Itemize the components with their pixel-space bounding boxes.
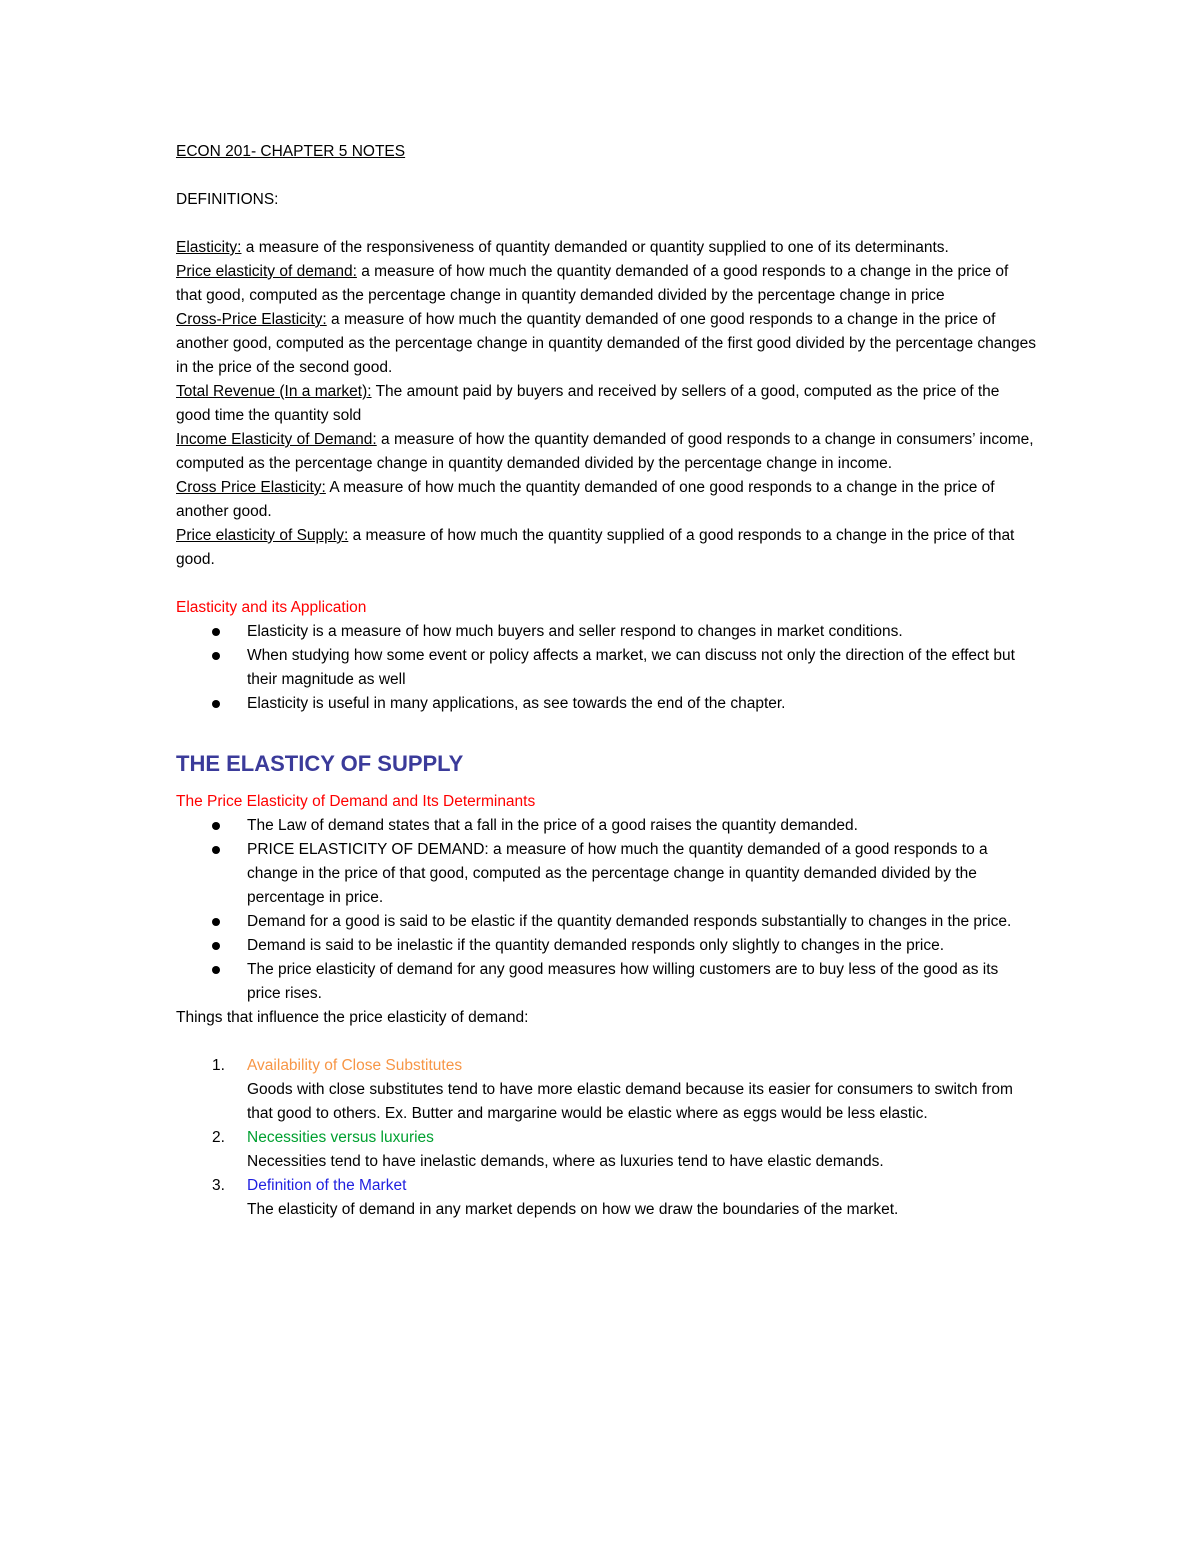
item-number: 1. [212,1057,225,1074]
bullet-text: PRICE ELASTICITY OF DEMAND: a measure of how much the quantity demanded of a good responds to a change in the price of that good, computed as the percentage change in quantity demanded divided by the percentage in price. [247,841,988,906]
definition-item [176,428,1036,476]
supply-heading: THE ELASTICY OF SUPPLY [176,751,464,776]
factor-title: Definition of the Market [247,1177,407,1194]
definition-term: Cross-Price Elasticity: [176,311,327,328]
definition-item [176,476,1036,524]
definition-text: a measure of how much the quantity demanded of one good responds to a change in the price of another good, computed as the percentage change in quantity demanded of the first good divided by the percentage changes in the price of the second good. [176,311,1037,376]
definition-item [176,380,1036,428]
list-item [176,838,1036,910]
list-item [176,934,1036,958]
list-item [176,1054,1036,1126]
definition-text: a measure of how the quantity demanded of good responds to a change in consumers’ income, computed as the percentage change in quantity demanded divided by the percentage change in income. [176,431,1034,472]
definitions-label: DEFINITIONS: [176,191,279,208]
definition-text: a measure of how much the quantity supplied of a good responds to a change in the price of that good. [176,527,1015,568]
definition-term: Price elasticity of Supply: [176,527,349,544]
influence-label: Things that influence the price elasticity of demand: [176,1009,529,1026]
factor-text: Goods with close substitutes tend to have more elastic demand because its easier for consumers to switch from that good to others. Ex. Butter and margarine would be elastic where as eggs would be less elastic. [247,1081,1013,1122]
bullet-text: The price elasticity of demand for any good measures how willing customers are to buy less of the good as its price rises. [247,961,999,1002]
bullet-text: Demand is said to be inelastic if the quantity demanded responds only slightly to changes in the price. [247,937,945,954]
definition-term: Total Revenue (In a market): [176,383,372,400]
definition-term: Cross Price Elasticity: [176,479,326,496]
price-elasticity-bullet-list [176,814,1036,1006]
bullet-icon [212,652,220,660]
bullet-text: When studying how some event or policy affects a market, we can discuss not only the direction of the effect but their magnitude as well [247,647,1015,688]
list-item [176,644,1036,692]
bullet-icon [212,966,220,974]
bullet-icon [212,628,220,636]
factor-title: Availability of Close Substitutes [247,1057,463,1074]
list-item [176,1174,1036,1222]
factor-text: The elasticity of demand in any market depends on how we draw the boundaries of the market. [247,1201,899,1218]
list-item [176,814,1036,838]
bullet-icon [212,918,220,926]
bullet-text: Elasticity is a measure of how much buyers and seller respond to changes in market conditions. [247,623,903,640]
list-item [176,620,1036,644]
blank-line [176,1030,1036,1054]
factor-text: Necessities tend to have inelastic demands, where as luxuries tend to have elastic demands. [247,1153,884,1170]
definition-text: a measure of how much the quantity demanded of a good responds to a change in the price of that good, computed as the percentage change in quantity demanded divided by the percentage change in price [176,263,1009,304]
list-item [176,910,1036,934]
list-item [176,958,1036,1006]
definition-item [176,260,1036,308]
factor-title: Necessities versus luxuries [247,1129,434,1146]
bullet-icon [212,942,220,950]
document-page [176,140,1036,1222]
definition-item [176,236,1036,260]
definition-term: Price elasticity of demand: [176,263,357,280]
bullet-text: Elasticity is useful in many applications, as see towards the end of the chapter. [247,695,786,712]
list-item [176,692,1036,716]
document-title: ECON 201- CHAPTER 5 NOTES [176,143,406,160]
application-bullet-list [176,620,1036,716]
bullet-text: Demand for a good is said to be elastic if the quantity demanded responds substantially to changes in the price. [247,913,1012,930]
item-number: 3. [212,1177,225,1194]
factors-list [176,1054,1036,1222]
definition-text: A measure of how much the quantity demanded of one good responds to a change in the price of another good. [176,479,995,520]
item-number: 2. [212,1129,225,1146]
definition-term: Elasticity: [176,239,242,256]
bullet-text: The Law of demand states that a fall in the price of a good raises the quantity demanded. [247,817,858,834]
definition-text: The amount paid by buyers and received by sellers of a good, computed as the price of the good time the quantity sold [176,383,1000,424]
bullet-icon [212,846,220,854]
bullet-icon [212,700,220,708]
definition-item [176,524,1036,572]
price-elasticity-heading: The Price Elasticity of Demand and Its Determinants [176,793,536,810]
definitions-list [176,236,1036,572]
definition-term: Income Elasticity of Demand: [176,431,377,448]
bullet-icon [212,822,220,830]
definition-text: a measure of the responsiveness of quantity demanded or quantity supplied to one of its determinants. [241,239,949,256]
application-heading: Elasticity and its Application [176,599,367,616]
list-item [176,1126,1036,1174]
definition-item [176,308,1036,380]
